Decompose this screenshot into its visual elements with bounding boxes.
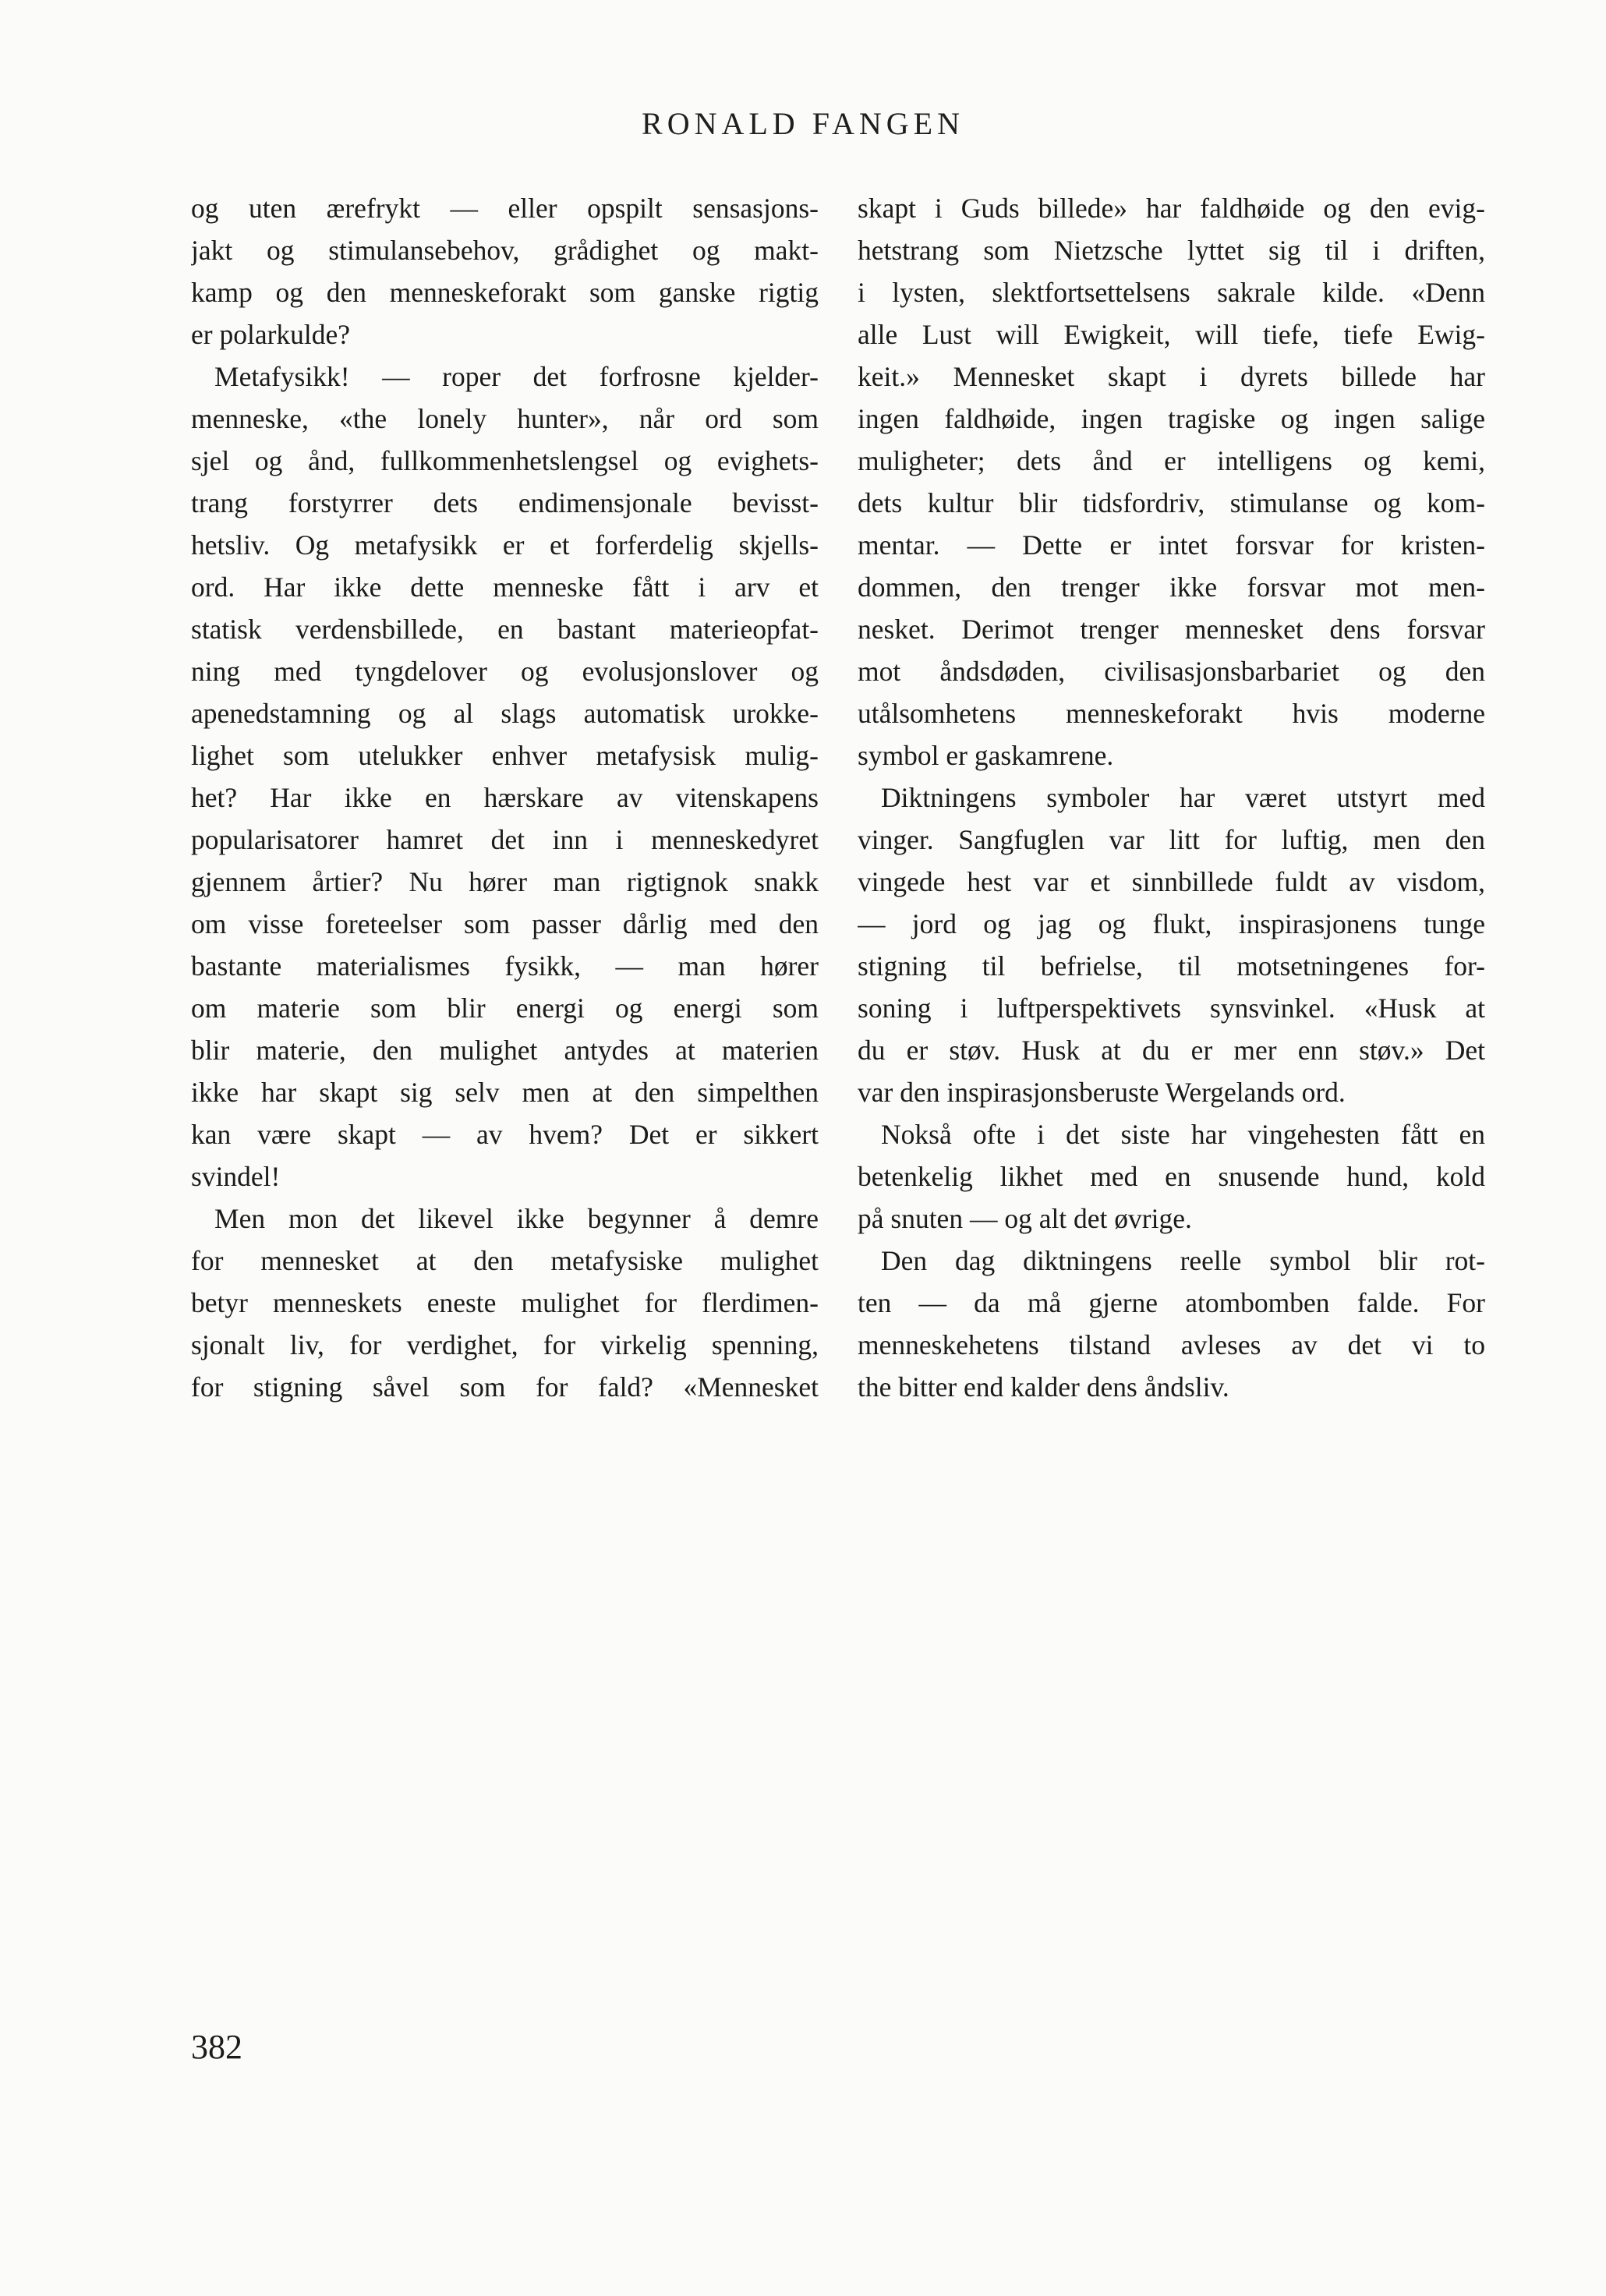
text-line: ikke har skapt sig selv men at den simpelthen — [191, 1077, 819, 1108]
text-line: trang forstyrrer dets endimensjonale bevisst- — [191, 487, 819, 518]
text-line: keit.» Mennesket skapt i dyrets billede har — [858, 361, 1485, 392]
text-line: mot åndsdøden, civilisasjonsbarbariet og den — [858, 656, 1485, 687]
text-line: betenkelig likhet med en snusende hund, kold — [858, 1161, 1485, 1192]
text-line: ten — da må gjerne atombomben falde. For — [858, 1287, 1485, 1318]
text-line: vingede hest var et sinnbillede fuldt av visdom, — [858, 866, 1485, 897]
text-line: the bitter end kalder dens åndsliv. — [858, 1371, 1229, 1403]
text-line: for mennesket at den metafysiske mulighet — [191, 1245, 819, 1276]
text-line: menneske, «the lonely hunter», når ord som — [191, 403, 819, 434]
page-number: 382 — [191, 2028, 242, 2066]
text-line: hetsliv. Og metafysikk er et forferdelig skjells- — [191, 529, 819, 561]
text-line: vinger. Sangfuglen var litt for luftig, men den — [858, 824, 1485, 855]
text-line: er polarkulde? — [191, 319, 351, 350]
right-column — [858, 187, 1485, 1408]
text-line: statisk verdensbillede, en bastant materieopfat- — [191, 614, 819, 645]
text-line: muligheter; dets ånd er intelligens og kemi, — [858, 445, 1485, 476]
text-line: sjel og ånd, fullkommenhetslengsel og evighets- — [191, 445, 819, 476]
text-line: var den inspirasjonsberuste Wergelands ord. — [858, 1077, 1346, 1108]
text-line: Men mon det likevel ikke begynner å demre — [214, 1203, 819, 1234]
text-line: kamp og den menneskeforakt som ganske rigtig — [191, 277, 819, 308]
text-line: mentar. — Dette er intet forsvar for kristen- — [858, 529, 1485, 561]
text-line: om materie som blir energi og energi som — [191, 992, 819, 1024]
text-line: for stigning såvel som for fald? «Mennesket — [191, 1371, 819, 1403]
text-line: Metafysikk! — roper det forfrosne kjelder- — [214, 361, 819, 392]
text-line: gjennem årtier? Nu hører man rigtignok snakk — [191, 866, 819, 897]
text-line: symbol er gaskamrene. — [858, 740, 1114, 771]
text-line: blir materie, den mulighet antydes at materien — [191, 1035, 819, 1066]
text-line: apenedstamning og al slags automatisk urokke- — [191, 698, 819, 729]
text-line: Nokså ofte i det siste har vingehesten fått en — [881, 1119, 1485, 1150]
text-line: het? Har ikke en hærskare av vitenskapens — [191, 782, 819, 813]
running-head: RONALD FANGEN — [642, 106, 964, 141]
text-line: ning med tyngdelover og evolusjonslover og — [191, 656, 819, 687]
text-line: og uten ærefrykt — eller opspilt sensasjons- — [191, 193, 819, 224]
text-line: skapt i Guds billede» har faldhøide og den evig- — [858, 193, 1485, 224]
text-line: betyr menneskets eneste mulighet for flerdimen- — [191, 1287, 819, 1318]
text-line: alle Lust will Ewigkeit, will tiefe, tiefe Ewig- — [858, 319, 1485, 350]
text-line: i lysten, slektfortsettelsens sakrale kilde. «Denn — [858, 277, 1485, 308]
text-line: hetstrang som Nietzsche lyttet sig til i driften, — [858, 235, 1485, 266]
text-line: dets kultur blir tidsfordriv, stimulanse og kom- — [858, 487, 1485, 518]
text-line: ingen faldhøide, ingen tragiske og ingen salige — [858, 403, 1485, 434]
text-line: på snuten — og alt det øvrige. — [858, 1203, 1192, 1234]
text-line: menneskehetens tilstand avleses av det vi to — [858, 1329, 1485, 1360]
text-line: popularisatorer hamret det inn i menneskedyret — [191, 824, 819, 855]
text-line: sjonalt liv, for verdighet, for virkelig spenning, — [191, 1329, 819, 1360]
text-line: ord. Har ikke dette menneske fått i arv et — [191, 571, 819, 603]
text-line: du er støv. Husk at du er mer enn støv.» Det — [858, 1035, 1485, 1066]
left-column — [191, 187, 819, 1408]
text-line: bastante materialismes fysikk, — man hører — [191, 950, 819, 982]
text-line: om visse foreteelser som passer dårlig med den — [191, 908, 819, 939]
text-line: soning i luftperspektivets synsvinkel. «Husk at — [858, 992, 1485, 1024]
text-line: — jord og jag og flukt, inspirasjonens tunge — [858, 908, 1485, 939]
text-line: kan være skapt — av hvem? Det er sikkert — [191, 1119, 819, 1150]
text-line: utålsomhetens menneskeforakt hvis moderne — [858, 698, 1485, 729]
text-line: nesket. Derimot trenger mennesket dens forsvar — [858, 614, 1485, 645]
text-line: jakt og stimulansebehov, grådighet og makt- — [191, 235, 819, 266]
text-line: Den dag diktningens reelle symbol blir rot- — [881, 1245, 1485, 1276]
text-line: dommen, den trenger ikke forsvar mot men- — [858, 571, 1485, 603]
text-line: lighet som utelukker enhver metafysisk mulig- — [191, 740, 819, 771]
text-line: svindel! — [191, 1161, 281, 1192]
text-line: Diktningens symboler har været utstyrt med — [881, 782, 1485, 813]
text-line: stigning til befrielse, til motsetningenes for- — [858, 950, 1485, 982]
